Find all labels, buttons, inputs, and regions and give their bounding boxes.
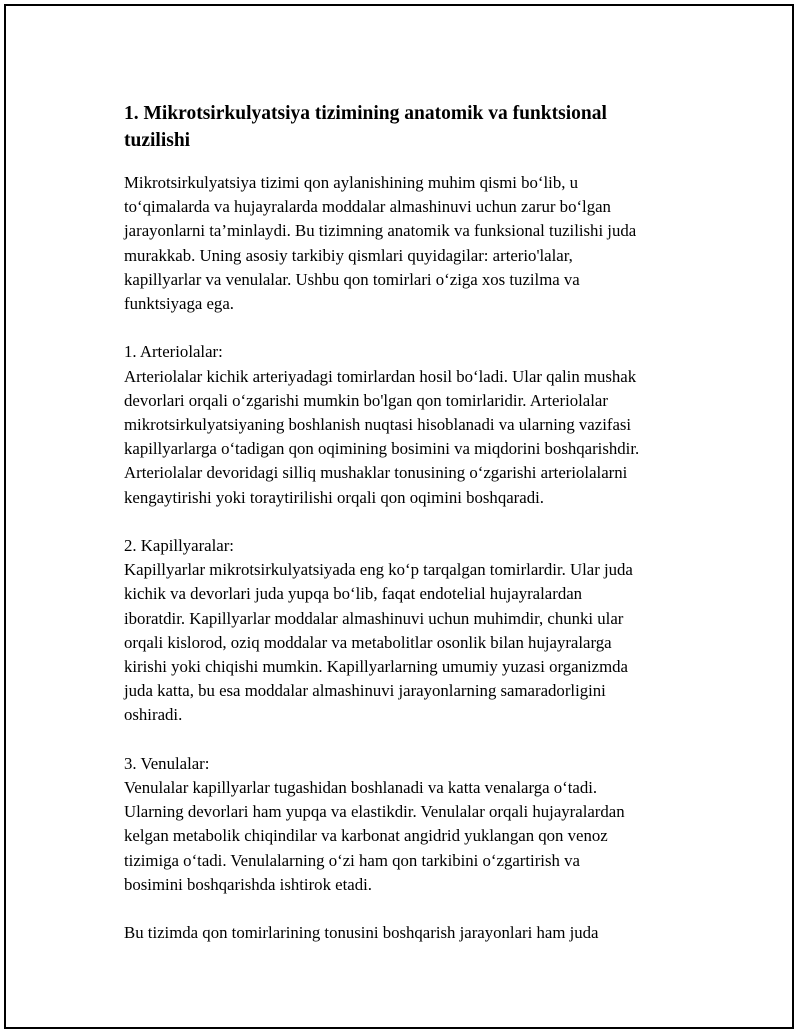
text-line: kelgan metabolik chiqindilar va karbonat angidrid yuklangan qon venoz (124, 826, 608, 846)
closing-paragraph (124, 921, 694, 945)
document-title (124, 100, 694, 154)
text-line: Mikrotsirkulyatsiya tizimi qon aylanishining muhim qismi bo‘lib, u (124, 173, 579, 192)
text-line: tizimiga o‘tadi. Venulalarning o‘zi ham qon tarkibini o‘zgartirish va (124, 850, 580, 870)
text-line: Ularning devorlari ham yupqa va elastikdir. Venulalar orqali hujayralardan (124, 802, 625, 822)
text-line: oshiradi. (124, 705, 183, 725)
section-heading: 1. Arteriolalar: (124, 342, 223, 362)
section-heading: 3. Venulalar: (124, 753, 210, 773)
text-line: kichik va devorlari juda yupqa bo‘lib, faqat endotelial hujayralardan (124, 584, 583, 604)
title-line: 1. Mikrotsirkulyatsiya tizimining anatomik va funktsional (124, 103, 607, 124)
text-line: mikrotsirkulyatsiyaning boshlanish nuqtasi hisoblanadi va ularning vazifasi (124, 415, 632, 435)
text-line: Arteriolalar kichik arteriyadagi tomirlardan hosil bo‘ladi. Ular qalin mushak (124, 366, 637, 386)
text-line: kengaytirishi yoki toraytirilishi orqali qon oqimini boshqaradi. (124, 487, 544, 507)
text-line: to‘qimalarda va hujayralarda moddalar almashinuvi uchun zarur bo‘lgan (124, 197, 611, 217)
intro-paragraph (124, 171, 694, 316)
page-frame (4, 4, 794, 1029)
title-line: tuzilishi (124, 130, 191, 151)
section-venulalar (124, 752, 694, 897)
text-line: Arteriolalar devoridagi silliq mushaklar tonusining o‘zgarishi arteriolalarni (124, 463, 628, 483)
text-line: devorlari orqali o‘zgarishi mumkin bo'lgan qon tomirlaridir. Arteriolalar (124, 390, 608, 410)
section-kapillyaralar (124, 534, 694, 728)
text-line: orqali kislorod, oziq moddalar va metabolitlar osonlik bilan hujayralarga (124, 632, 612, 652)
text-line: Bu tizimda qon tomirlarining tonusini boshqarish jarayonlari ham juda (124, 923, 599, 943)
text-line: Kapillyarlar mikrotsirkulyatsiyada eng ko‘p tarqalgan tomirlardir. Ular juda (124, 560, 633, 580)
text-line: iboratdir. Kapillyarlar moddalar almashinuvi uchun muhimdir, chunki ular (124, 608, 624, 628)
text-line: kapillyarlar va venulalar. Ushbu qon tomirlari o‘ziga xos tuzilma va (124, 269, 580, 289)
text-line: funktsiyaga ega. (124, 294, 234, 314)
text-line: kapillyarlarga o‘tadigan qon oqimining bosimini va miqdorini boshqarishdir. (124, 439, 640, 459)
section-heading: 2. Kapillyaralar: (124, 536, 234, 556)
text-line: murakkab. Uning asosiy tarkibiy qismlari quyidagilar: arterio'lalar, (124, 245, 573, 265)
text-line: Venulalar kapillyarlar tugashidan boshlanadi va katta venalarga o‘tadi. (124, 778, 598, 798)
document-body (124, 100, 694, 970)
text-line: kirishi yoki chiqishi mumkin. Kapillyarlarning umumiy yuzasi organizmda (124, 657, 628, 677)
text-line: jarayonlarni ta’minlaydi. Bu tizimning anatomik va funksional tuzilishi juda (124, 221, 637, 241)
text-line: juda katta, bu esa moddalar almashinuvi jarayonlarning samaradorligini (124, 681, 606, 701)
text-line: bosimini boshqarishda ishtirok etadi. (124, 874, 372, 894)
section-arteriolalar (124, 340, 694, 509)
